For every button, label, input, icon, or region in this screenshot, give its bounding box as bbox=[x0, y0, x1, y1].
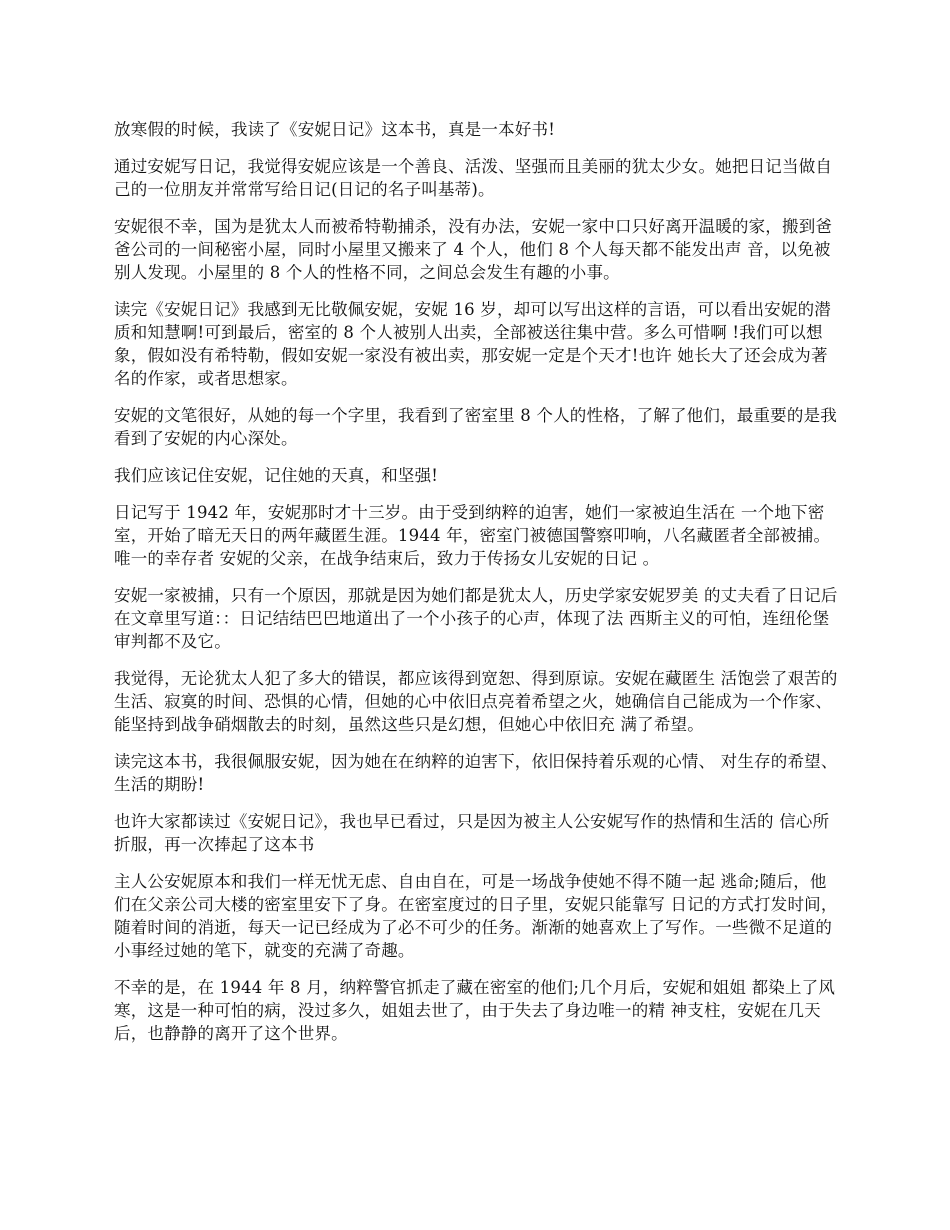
paragraph-11: 也许大家都读过《安妮日记》，我也早已看过，只是因为被主人公安妮写作的热情和生活的 信心所折服，再一次捧起了这本书 bbox=[114, 812, 830, 854]
paragraph-5: 安妮的文笔很好，从她的每一个字里，我看到了密室里 8 个人的性格，了解了他们，最重要的是我看到了安妮的内心深处。 bbox=[114, 406, 837, 448]
paragraph-10: 读完这本书，我很佩服安妮，因为她在在纳粹的迫害下，依旧保持着乐观的心情、 对生存的希望、生活的期盼! bbox=[114, 752, 838, 794]
paragraph-8: 安妮一家被捕，只有一个原因，那就是因为她们都是犹太人，历史学家安妮罗美 的丈夫看了日记后在文章里写道：：日记结结巴巴地道出了一个小孩子的心声，体现了法 西斯主义的可怕，连纽伦堡审判都不及它。 bbox=[114, 586, 838, 651]
paragraph-7: 日记写于 1942 年，安妮那时才十三岁。由于受到纳粹的迫害，她们一家被迫生活在 一个地下密室，开始了暗无天日的两年藏匿生涯。1944 年，密室门被德国警察叩响，八名藏匿者全部被捕。唯一的幸存者 安妮的父亲，在战争结束后，致力于传扬女儿安妮的日记 。 bbox=[114, 503, 831, 568]
paragraph-3: 安妮很不幸，国为是犹太人而被希特勒捕杀，没有办法，安妮一家中口只好离开温暖的家，搬到爸爸公司的一间秘密小屋，同时小屋里又搬来了 4 个人，他们 8 个人每天都不能发出声 音，以免被别人发现。小屋里的 8 个人的性格不同，之间总会发生有趣的小事。 bbox=[114, 217, 833, 282]
paragraph-1: 放寒假的时候，我读了《安妮日记》这本书，真是一本好书! bbox=[114, 120, 556, 139]
paragraph-4: 读完《安妮日记》我感到无比敬佩安妮，安妮 16 岁，却可以写出这样的言语，可以看出安妮的潜质和知慧啊!可到最后，密室的 8 个人被别人出卖，全部被送往集中营。多么可惜啊 !我们可以想象，假如没有希特勒，假如安妮一家没有被出卖，那安妮一定是个天才!也许 她长大了还会成为著名的作家，或者思想家。 bbox=[114, 300, 831, 388]
paragraph-12: 主人公安妮原本和我们一样无忧无虑、自由自在，可是一场战争使她不得不随一起 逃命;随后，他们在父亲公司大楼的密室里安下了身。在密室度过的日子里，安妮只能靠写 日记的方式打发时间，随着时间的消逝，每天一记已经成为了必不可少的任务。渐渐的她喜欢上了写作。一些微不足道的小事经过她的笔下，就变的充满了奇趣。 bbox=[114, 872, 838, 960]
paragraph-13: 不幸的是，在 1944 年 8 月，纳粹警官抓走了藏在密室的他们;几个月后，安妮和姐姐 都染上了风寒，这是一种可怕的病，没过多久，姐姐去世了，由于失去了身边唯一的精 神支柱，安妮在几天后，也静静的离开了这个世界。 bbox=[114, 978, 836, 1043]
paragraph-2: 通过安妮写日记，我觉得安妮应该是一个善良、活泼、坚强而且美丽的犹太少女。她把日记当做自己的一位朋友并常常写给日记(日记的名子叫基蒂)。 bbox=[114, 157, 833, 199]
paragraph-6: 我们应该记住安妮，记住她的天真，和坚强! bbox=[114, 466, 439, 485]
paragraph-9: 我觉得，无论犹太人犯了多大的错误，都应该得到宽恕、得到原谅。安妮在藏匿生 活饱尝了艰苦的生活、寂寞的时间、恐惧的心情，但她的心中依旧点亮着希望之火，她确信自己能成为一个作家、能坚持到战争硝烟散去的时刻，虽然这些只是幻想，但她心中依旧充 满了希望。 bbox=[114, 669, 838, 734]
document-page bbox=[114, 118, 840, 1059]
